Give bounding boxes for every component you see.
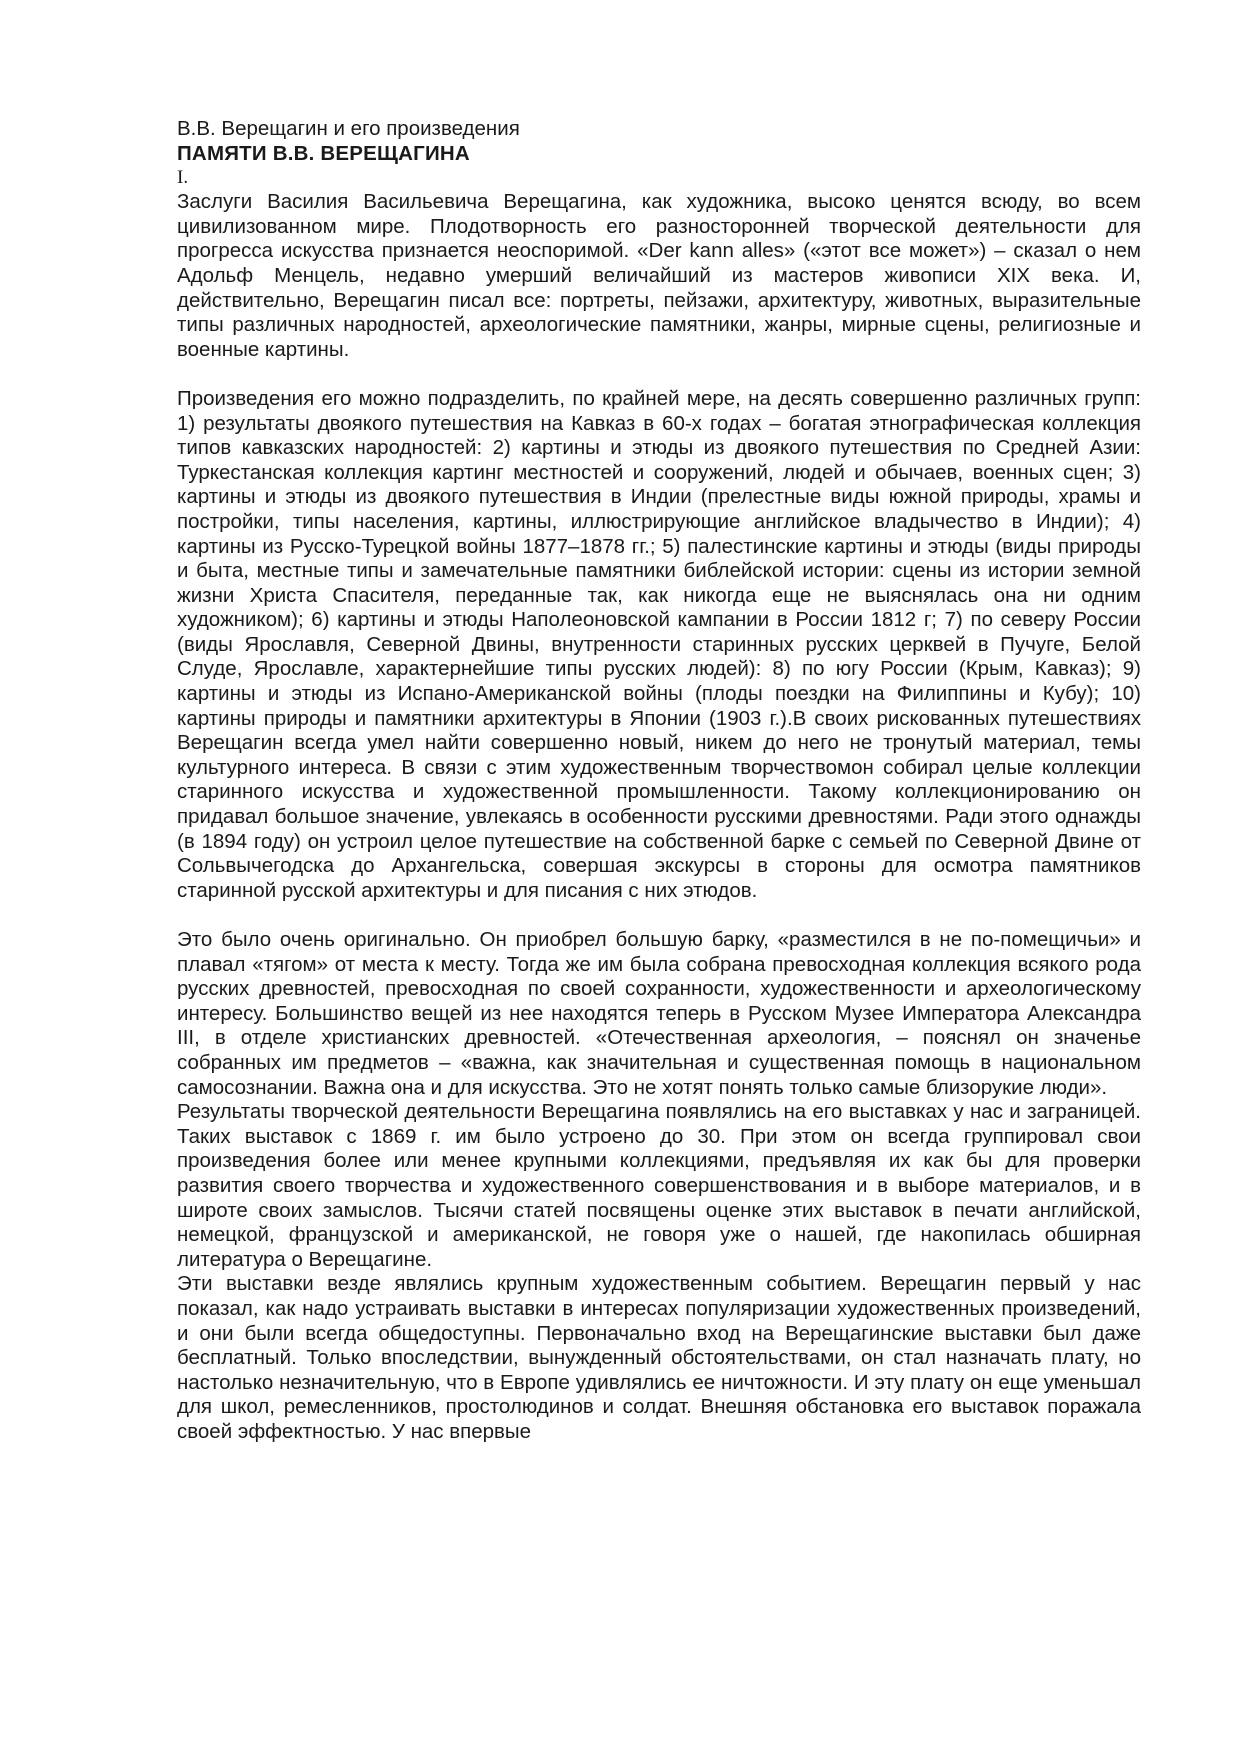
section-heading: ПАМЯТИ В.В. ВЕРЕЩАГИНА bbox=[177, 141, 470, 165]
document-page bbox=[177, 117, 1141, 1444]
paragraph-4: Результаты творческой деятельности Верещагина появлялись на его выставках у нас и заграницей. Таких выставок с 1869 г. им было устроено до 30. При этом он всегда группировал свои произведения более или менее крупными коллекциями, предъявляя их как бы для проверки развития своего творчества и художественного совершенствования и в выборе материалов, и в широте своих замыслов. Тысячи статей посвящены оценке этих выставок в печати английской, немецкой, французской и американской, не говоря уже о нашей, где накопилась обширная литература о Верещагине. bbox=[177, 1100, 1141, 1271]
paragraph-1: Заслуги Василия Васильевича Верещагина, как художника, высоко ценятся всюду, во всем цивилизованном мире. Плодотворность его разносторонней творческой деятельности для прогресса искусства признается неоспоримой. «Der kann alles» («этот все может») – сказал о нем Адольф Менцель, недавно умерший величайший из мастеров живописи XIX века. И, действительно, Верещагин писал все: портреты, пейзажи, архитектуру, животных, выразительные типы различных народностей, археологические памятники, жанры, мирные сцены, религиозные и военные картины. bbox=[177, 190, 1141, 361]
paragraph-3: Это было очень оригинально. Он приобрел большую барку, «разместился в не по-помещичьи» и плавал «тягом» от места к месту. Тогда же им была собрана превосходная коллекция всякого рода русских древностей, превосходная по своей сохранности, художественности и археологическому интересу. Большинство вещей из нее находятся теперь в Русском Музее Императора Александра III, в отделе христианских древностей. «Отечественная археология, – пояснял он значенье собранных им предметов – «важна, как значительная и существенная помощь в национальном самосознании. Важна она и для искусства. Это не хотят понять только самые близорукие люди». bbox=[177, 928, 1141, 1099]
paragraph-2: Произведения его можно подразделить, по крайней мере, на десять совершенно различных групп: 1) результаты двоякого путешествия на Кавказ в 60-х годах – богатая этнографическая коллекция типов кавказских народностей: 2) картины и этюды из двоякого путешествия по Средней Азии: Туркестанская коллекция картинг местностей и сооружений, людей и обычаев, военных сцен; 3) картины и этюды из двоякого путешествия в Индии (прелестные виды южной природы, храмы и постройки, типы населения, картины, иллюстрирующие английское владычество в Индии); 4) картины из Русско-Турецкой войны 1877–1878 гг.; 5) палестинские картины и этюды (виды природы и быта, местные типы и замечательные памятники библейской истории: сцены из истории земной жизни Христа Спасителя, переданные так, как никогда еще не выяснялась она ни одним художником); 6) картины и этюды Наполеоновской кампании в России 1812 г; 7) по северу России (виды Ярославля, Северной Двины, внутренности старинных русских церквей в Пучуге, Белой Слуде, Ярославле, характернейшие типы русских людей): 8) по югу России (Крым, Кавказ); 9) картины и этюды из Испано-Американской войны (плоды поездки на Филиппины и Кубу); 10) картины природы и памятники архитектуры в Японии (1903 г.).В своих рискованных путешествиях Верещагин всегда умел найти совершенно новый, никем до него не тронутый материал, темы культурного интереса. В связи с этим художественным творчествомон собирал целые коллекции старинного искусства и художественной промышленности. Такому коллекционированию он придавал большое значение, увлекаясь в особенности русскими древностями. Ради этого однажды (в 1894 году) он устроил целое путешествие на собственной барке с семьей по Северной Двине от Сольвычегодска до Архангельска, совершая экскурсы в стороны для осмотра памятников старинной русской архитектуры и для писания с них этюдов. bbox=[177, 386, 1141, 902]
paragraph-5: Эти выставки везде являлись крупным художественным событием. Верещагин первый у нас показал, как надо устраивать выставки в интересах популяризации художественных произведений, и они были всегда общедоступны. Первоначально вход на Верещагинские выставки был даже бесплатный. Только впоследствии, вынужденный обстоятельствами, он стал назначать плату, но настолько незначительную, что в Европе удивлялись ее ничтожности. И эту плату он еще уменьшал для школ, ремесленников, простолюдинов и солдат. Внешняя обстановка его выставок поражала своей эффектностью. У нас впервые bbox=[177, 1272, 1141, 1443]
document-title: В.В. Верещагин и его произведения bbox=[177, 117, 520, 140]
section-number: I. bbox=[177, 167, 189, 189]
